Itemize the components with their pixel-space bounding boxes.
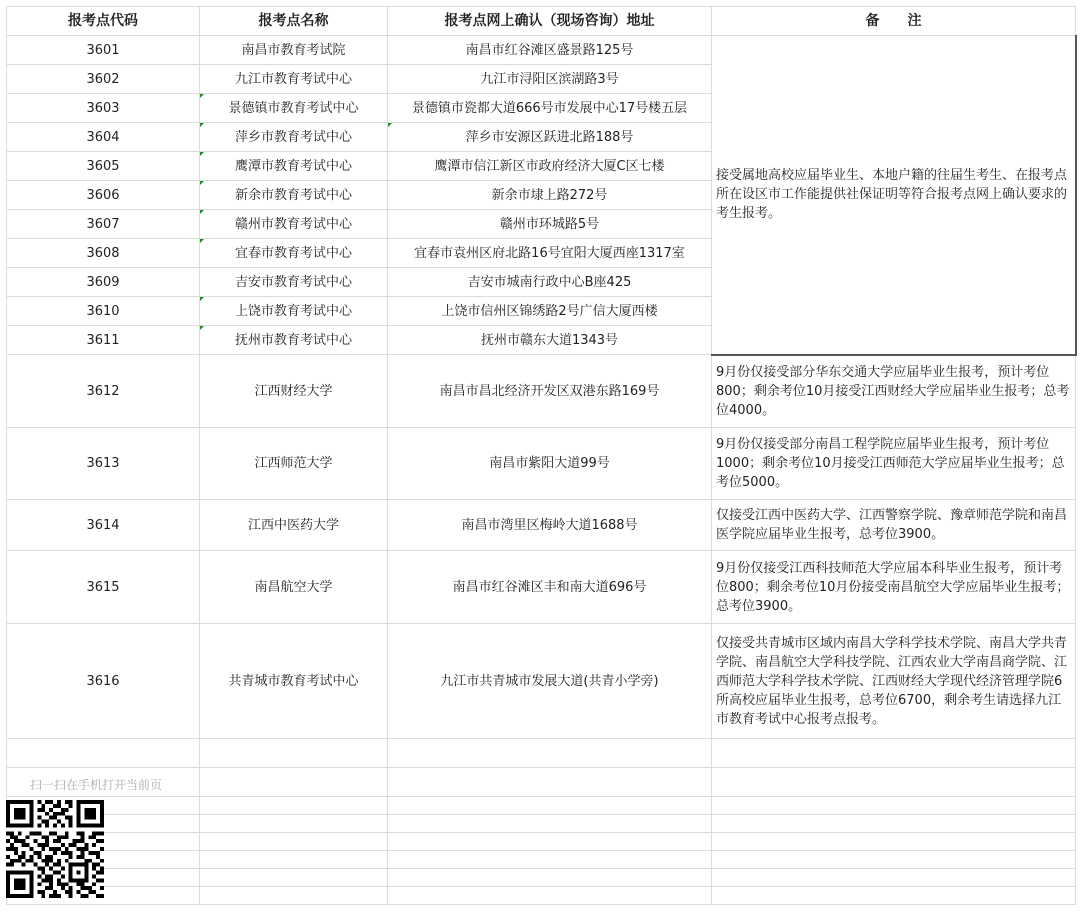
table-row: [7, 500, 1076, 551]
empty-cell[interactable]: [388, 833, 712, 851]
cell-address[interactable]: 九江市共青城市发展大道(共青小学旁): [388, 624, 712, 739]
empty-cell[interactable]: [200, 833, 388, 851]
empty-cell[interactable]: [7, 739, 200, 768]
cell-address[interactable]: 南昌市昌北经济开发区双港东路169号: [388, 355, 712, 428]
header-address[interactable]: 报考点网上确认（现场咨询）地址: [388, 7, 712, 36]
cell-address[interactable]: 南昌市红谷滩区盛景路125号: [388, 36, 712, 65]
cell-name[interactable]: 上饶市教育考试中心: [200, 297, 388, 326]
empty-cell[interactable]: [388, 851, 712, 869]
empty-cell[interactable]: [388, 887, 712, 905]
table-row: [7, 36, 1076, 65]
empty-cell[interactable]: [712, 768, 1076, 797]
cell-address[interactable]: 景德镇市瓷都大道666号市发展中心17号楼五层: [388, 94, 712, 123]
cell-code[interactable]: 3616: [7, 624, 200, 739]
empty-row: [7, 768, 1076, 797]
cell-name[interactable]: 赣州市教育考试中心: [200, 210, 388, 239]
header-row: [7, 7, 1076, 36]
empty-cell[interactable]: [712, 851, 1076, 869]
cell-code[interactable]: 3610: [7, 297, 200, 326]
cell-name[interactable]: 江西财经大学: [200, 355, 388, 428]
scan-hint-text: 扫一扫在手机打开当前页: [30, 778, 163, 792]
cell-address[interactable]: 南昌市紫阳大道99号: [388, 428, 712, 500]
cell-name[interactable]: 江西师范大学: [200, 428, 388, 500]
cell-address[interactable]: 上饶市信州区锦绣路2号广信大厦西楼: [388, 297, 712, 326]
cell-note[interactable]: 9月份仅接受部分华东交通大学应届毕业生报考，预计考位800；剩余考位10月接受江西财经大学应届毕业生报考；总考位4000。: [712, 355, 1076, 428]
empty-cell[interactable]: [388, 797, 712, 815]
cell-address[interactable]: 萍乡市安源区跃进北路188号: [388, 123, 712, 152]
cell-address[interactable]: 南昌市红谷滩区丰和南大道696号: [388, 551, 712, 624]
table-row: [7, 624, 1076, 739]
cell-code[interactable]: 3603: [7, 94, 200, 123]
cell-address[interactable]: 南昌市湾里区梅岭大道1688号: [388, 500, 712, 551]
cell-name[interactable]: 吉安市教育考试中心: [200, 268, 388, 297]
empty-row: [7, 833, 1076, 851]
cell-code[interactable]: 3615: [7, 551, 200, 624]
empty-row: [7, 739, 1076, 768]
empty-cell[interactable]: [200, 768, 388, 797]
empty-cell[interactable]: [388, 869, 712, 887]
cell-name[interactable]: 九江市教育考试中心: [200, 65, 388, 94]
cell-name[interactable]: 宜春市教育考试中心: [200, 239, 388, 268]
empty-row: [7, 797, 1076, 815]
table-row: [7, 428, 1076, 500]
empty-row: [7, 851, 1076, 869]
cell-address[interactable]: 抚州市赣东大道1343号: [388, 326, 712, 355]
empty-cell[interactable]: [200, 869, 388, 887]
header-code[interactable]: 报考点代码: [7, 7, 200, 36]
cell-note[interactable]: 9月份仅接受部分南昌工程学院应届毕业生报考，预计考位1000；剩余考位10月接受江西师范大学应届毕业生报考；总考位5000。: [712, 428, 1076, 500]
cell-address[interactable]: 赣州市环城路5号: [388, 210, 712, 239]
cell-group-note[interactable]: 接受属地高校应届毕业生、本地户籍的往届生考生、在报考点所在设区市工作能提供社保证明等符合报考点网上确认要求的考生报考。: [712, 36, 1076, 355]
header-note[interactable]: 备 注: [712, 7, 1076, 36]
empty-cell[interactable]: [712, 887, 1076, 905]
empty-cell[interactable]: [200, 739, 388, 768]
empty-cell[interactable]: [712, 869, 1076, 887]
cell-code[interactable]: 3614: [7, 500, 200, 551]
cell-name[interactable]: 景德镇市教育考试中心: [200, 94, 388, 123]
empty-row: [7, 887, 1076, 905]
cell-name[interactable]: 江西中医药大学: [200, 500, 388, 551]
exam-site-table: [6, 6, 1077, 905]
cell-address[interactable]: 宜春市袁州区府北路16号宜阳大厦西座1317室: [388, 239, 712, 268]
cell-code[interactable]: 3609: [7, 268, 200, 297]
cell-code[interactable]: 3608: [7, 239, 200, 268]
empty-cell[interactable]: [712, 833, 1076, 851]
cell-address[interactable]: 吉安市城南行政中心B座425: [388, 268, 712, 297]
cell-address[interactable]: 新余市埭上路272号: [388, 181, 712, 210]
cell-address[interactable]: 九江市浔阳区滨湖路3号: [388, 65, 712, 94]
empty-cell[interactable]: [200, 815, 388, 833]
cell-note[interactable]: 仅接受共青城市区域内南昌大学科学技术学院、南昌大学共青学院、南昌航空大学科技学院、江西农业大学南昌商学院、江西师范大学科学技术学院、江西财经大学现代经济管理学院6所高校应届毕业生报考，总考位6700，剩余考生请选择九江市教育考试中心报考点报考。: [712, 624, 1076, 739]
cell-code[interactable]: 3612: [7, 355, 200, 428]
cell-note[interactable]: 9月份仅接受江西科技师范大学应届本科毕业生报考，预计考位800；剩余考位10月份接受南昌航空大学应届毕业生报考；总考位3900。: [712, 551, 1076, 624]
empty-cell[interactable]: [200, 887, 388, 905]
header-name[interactable]: 报考点名称: [200, 7, 388, 36]
empty-row: [7, 815, 1076, 833]
cell-name[interactable]: 新余市教育考试中心: [200, 181, 388, 210]
cell-name[interactable]: 共青城市教育考试中心: [200, 624, 388, 739]
empty-cell[interactable]: [712, 815, 1076, 833]
cell-name[interactable]: 鹰潭市教育考试中心: [200, 152, 388, 181]
table-row: [7, 355, 1076, 428]
cell-code[interactable]: 3601: [7, 36, 200, 65]
empty-cell[interactable]: [200, 851, 388, 869]
empty-row: [7, 869, 1076, 887]
empty-cell[interactable]: [712, 739, 1076, 768]
cell-address[interactable]: 鹰潭市信江新区市政府经济大厦C区七楼: [388, 152, 712, 181]
empty-cell[interactable]: [388, 768, 712, 797]
cell-code[interactable]: 3604: [7, 123, 200, 152]
empty-cell[interactable]: [712, 797, 1076, 815]
cell-code[interactable]: 3611: [7, 326, 200, 355]
cell-code[interactable]: 3605: [7, 152, 200, 181]
empty-cell[interactable]: [388, 815, 712, 833]
table-row: [7, 551, 1076, 624]
cell-code[interactable]: 3606: [7, 181, 200, 210]
cell-name[interactable]: 抚州市教育考试中心: [200, 326, 388, 355]
cell-code[interactable]: 3602: [7, 65, 200, 94]
qr-code-icon[interactable]: [6, 800, 104, 898]
cell-name[interactable]: 南昌市教育考试院: [200, 36, 388, 65]
cell-note[interactable]: 仅接受江西中医药大学、江西警察学院、豫章师范学院和南昌医学院应届毕业生报考，总考位3900。: [712, 500, 1076, 551]
cell-code[interactable]: 3607: [7, 210, 200, 239]
empty-cell[interactable]: [200, 797, 388, 815]
empty-cell[interactable]: [388, 739, 712, 768]
cell-name[interactable]: 萍乡市教育考试中心: [200, 123, 388, 152]
cell-code[interactable]: 3613: [7, 428, 200, 500]
cell-name[interactable]: 南昌航空大学: [200, 551, 388, 624]
